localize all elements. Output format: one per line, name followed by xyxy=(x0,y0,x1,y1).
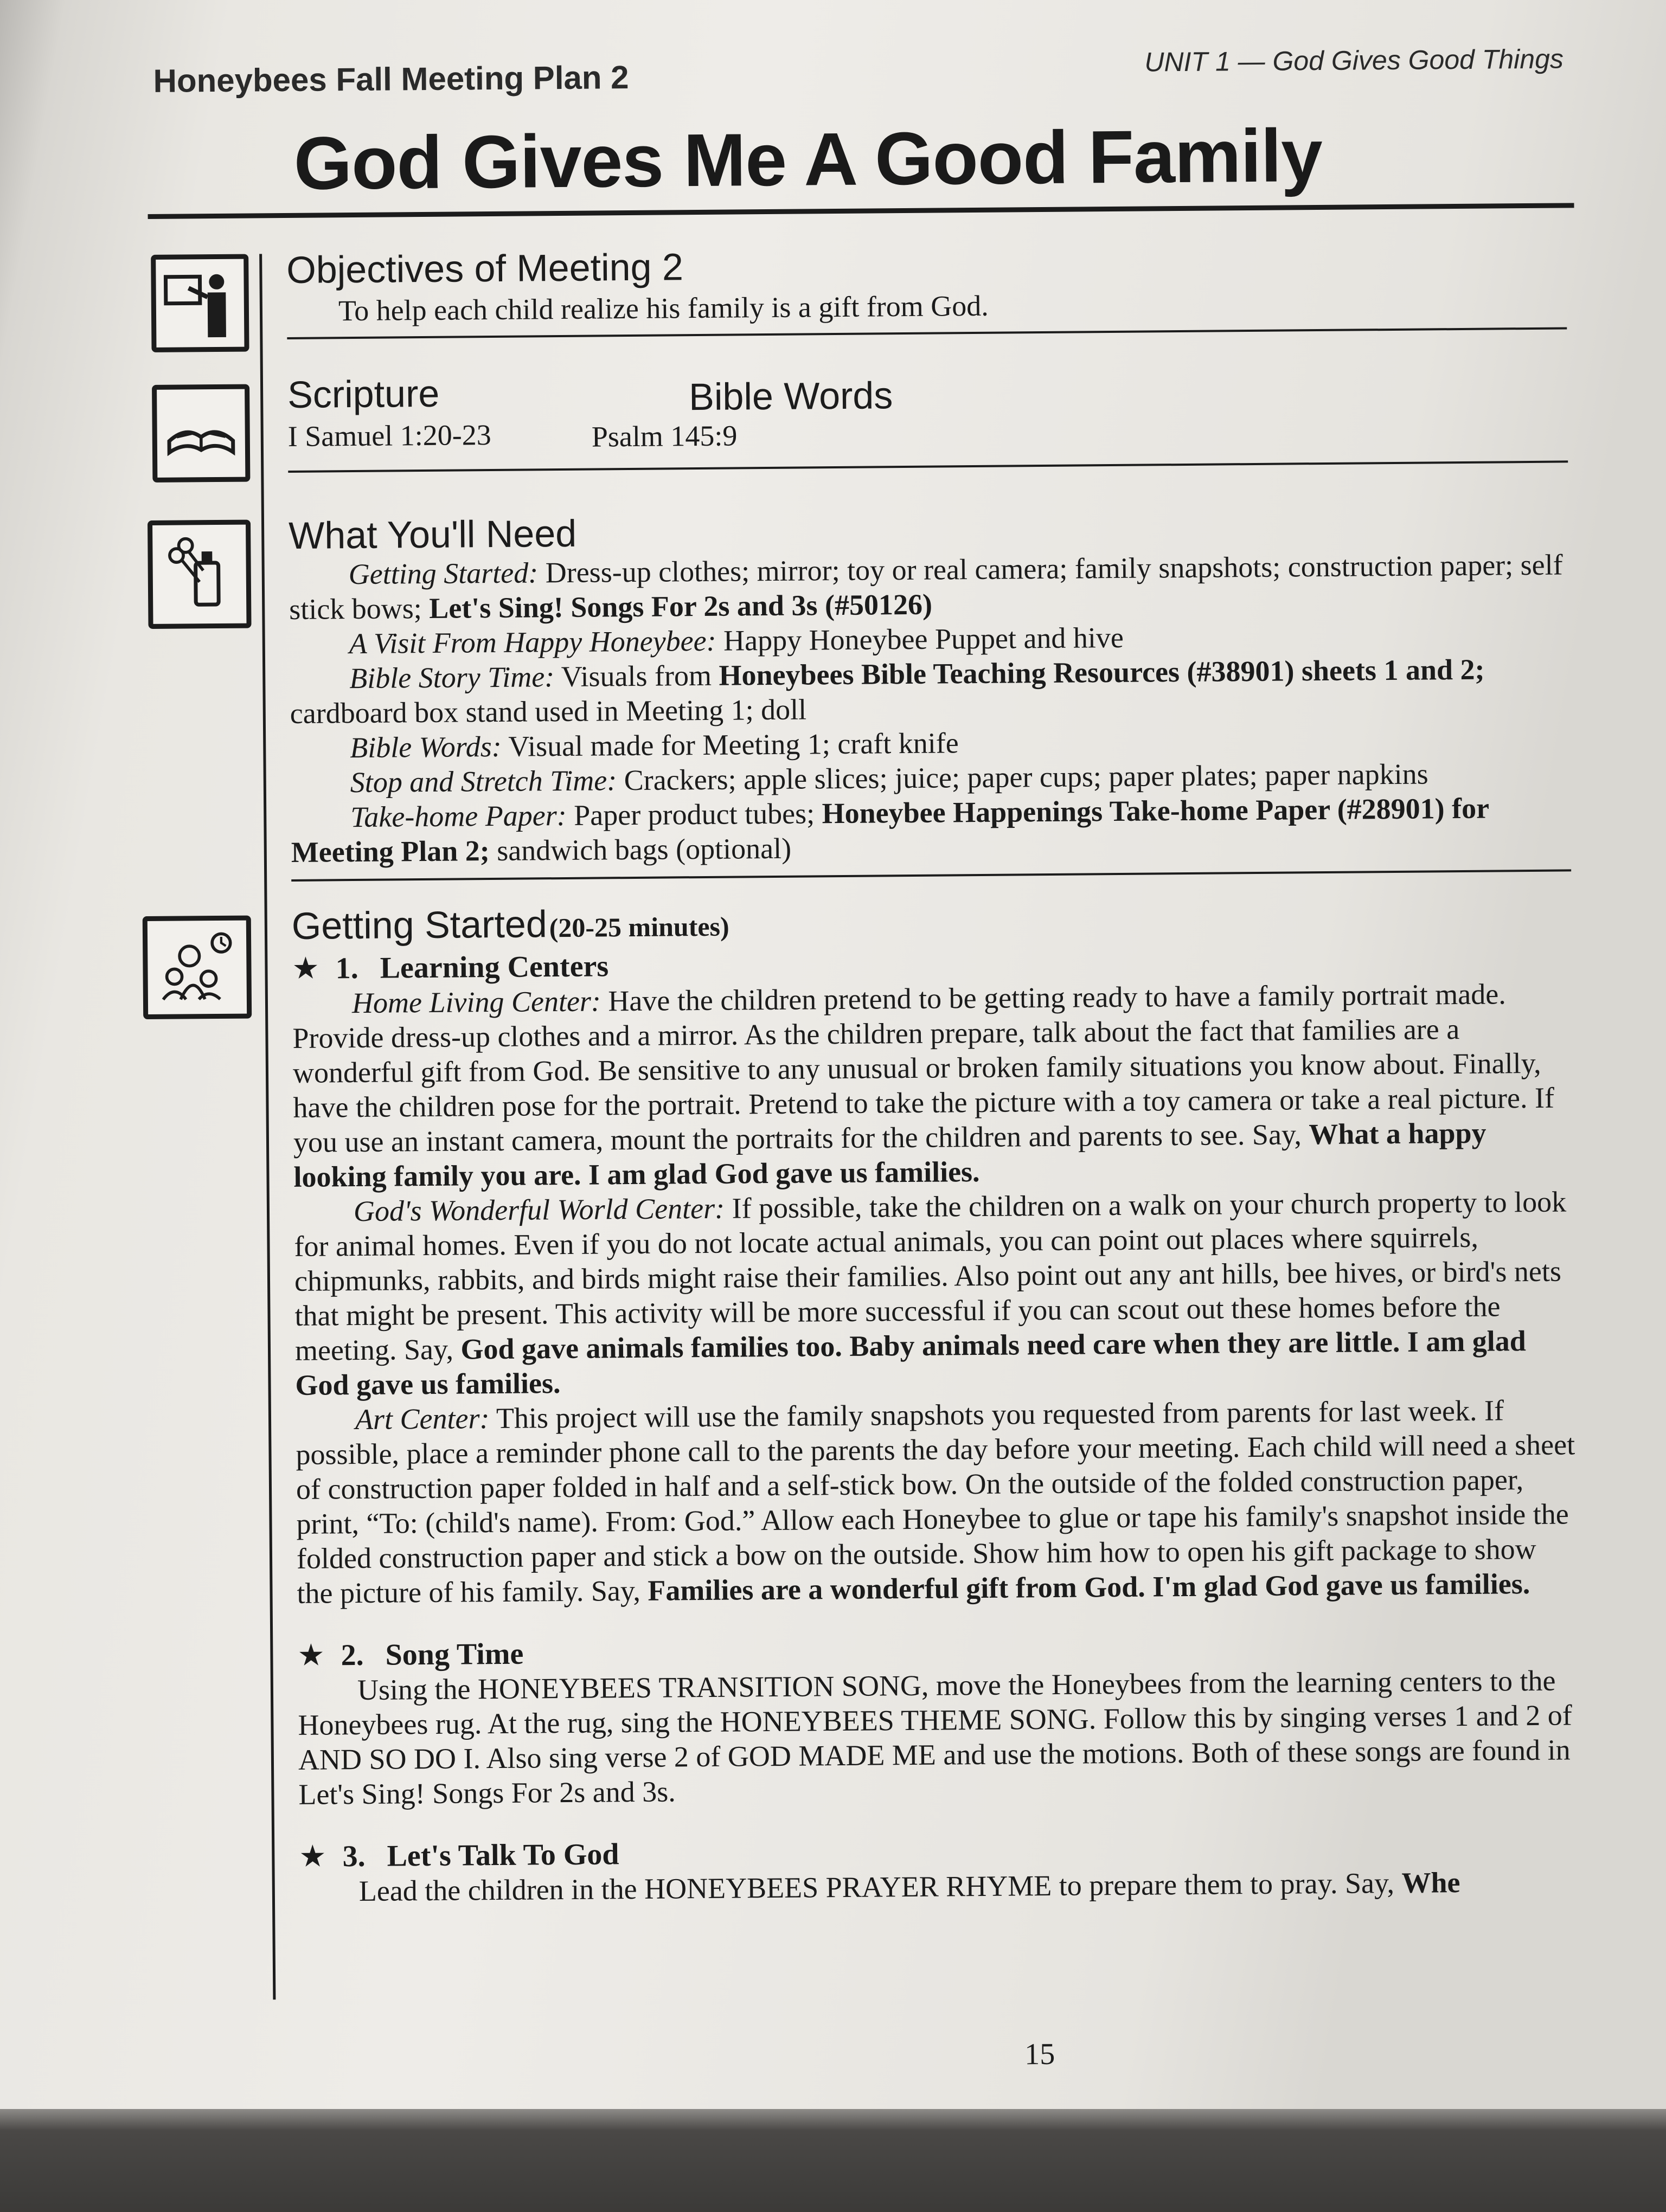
item-number: 2. xyxy=(341,1638,364,1673)
page-title: God Gives Me A Good Family xyxy=(293,113,1323,205)
open-bible-icon xyxy=(152,384,250,483)
needs-item-after: cardboard box stand used in Meeting 1; doll xyxy=(290,693,807,730)
needs-item-label: Take-home Paper: xyxy=(350,799,567,834)
home-living-center-paragraph xyxy=(292,976,1574,1194)
star-icon: ★ xyxy=(297,1637,325,1673)
page-number: 15 xyxy=(1024,2037,1055,2072)
children-clock-icon xyxy=(143,916,252,1020)
needs-item-label: Bible Words: xyxy=(350,730,502,764)
needs-item-text: Crackers; apple slices; juice; paper cups; paper plates; paper napkins xyxy=(617,757,1428,797)
left-margin-rule xyxy=(259,254,275,1999)
center-say-text: God gave animals families too. Baby animals need care when they are little. I am glad God gave us families. xyxy=(295,1324,1527,1401)
needs-item-resource: Honeybee Happenings Take-home Paper (#28901) for Meeting Plan 2; xyxy=(291,792,1489,869)
objectives-heading: Objectives of Meeting 2 xyxy=(286,246,684,291)
scripture-section xyxy=(287,363,1568,473)
center-text: If possible, take the children on a walk on your church property to look for animal homes. Even if you do not locate actual animals, you can point out places where squirrels, chipmunks, rabbits, and birds might raise their families. Also point out any ant hills, bee hives, or bird's nets that might be present. This activity will be more successful if you can scout out these homes before the meeting. Say, xyxy=(294,1185,1567,1367)
running-header xyxy=(146,26,1665,103)
needs-item-resource: Let's Sing! Songs For 2s and 3s (#50126) xyxy=(429,588,933,625)
teacher-pointing-icon xyxy=(151,254,249,352)
page-bottom-shadow xyxy=(0,2109,1666,2212)
page-content xyxy=(146,26,1665,2072)
getting-started-heading: Getting Started xyxy=(291,903,547,947)
center-label: God's Wonderful World Center: xyxy=(353,1192,725,1228)
needs-divider xyxy=(291,869,1571,882)
needs-item-text: Happy Honeybee Puppet and hive xyxy=(716,621,1124,657)
scripture-divider xyxy=(288,460,1568,473)
objectives-divider xyxy=(287,327,1567,339)
star-icon: ★ xyxy=(299,1838,326,1874)
needs-item-label: Stop and Stretch Time: xyxy=(350,764,617,799)
needs-item-text: Visual made for Meeting 1; craft knife xyxy=(501,726,959,763)
needs-item-text: Dress-up clothes; mirror; toy or real camera; family snapshots; construction paper; self stick bows; xyxy=(289,548,1563,626)
bible-words-reference: Psalm 145:9 xyxy=(591,419,738,453)
center-label: Home Living Center: xyxy=(351,985,601,1020)
paragraph-text: Lead the children in the HONEYBEES PRAYER RHYME to prepare them to pray. Say, xyxy=(358,1866,1402,1908)
star-icon: ★ xyxy=(292,950,319,986)
glue-scissors-icon xyxy=(148,520,252,629)
item-number: 3. xyxy=(342,1839,366,1874)
unit-title: UNIT 1 — God Gives Good Things xyxy=(1144,43,1564,78)
item-title: Learning Centers xyxy=(380,949,609,985)
needs-item-label: A Visit From Happy Honeybee: xyxy=(349,624,716,660)
needs-item-text: Visuals from xyxy=(554,659,719,693)
getting-started-duration: (20-25 minutes) xyxy=(549,911,729,943)
needs-item xyxy=(291,790,1571,870)
scripture-heading: Scripture xyxy=(287,372,440,416)
needs-item xyxy=(290,651,1570,731)
item-title: Let's Talk To God xyxy=(387,1837,619,1873)
center-say-text: Families are a wonderful gift from God. I'm glad God gave us families. xyxy=(648,1567,1530,1607)
wonderful-world-center-paragraph xyxy=(294,1184,1575,1403)
needs-item-text: Paper product tubes; xyxy=(566,797,822,832)
center-say-text: What a happy looking family you are. I am glad God gave us families. xyxy=(293,1116,1486,1193)
objectives-section xyxy=(286,238,1567,339)
needs-item-resource: Honeybees Bible Teaching Resources (#38901) sheets 1 and 2; xyxy=(719,653,1485,692)
needs-list xyxy=(289,547,1571,870)
center-text: This project will use the family snapshots you requested from parents for last week. If possible, place a reminder phone call to the parents the day before your meeting. Each child will need a sheet of construction paper folded in half and a self-stick bow. On the outside of the folded construction paper, print, “To: (child's name). From: God.” Allow each Honeybee to glue or tape his family's snapshot inside the folded construction paper and stick a bow on the outside. Show him how to open his gift package to show the picture of his family. Say, xyxy=(296,1394,1575,1610)
series-title: Honeybees Fall Meeting Plan 2 xyxy=(153,59,629,99)
bible-words-heading: Bible Words xyxy=(688,374,893,419)
needs-item-after: sandwich bags (optional) xyxy=(489,832,792,867)
objectives-text: To help each child realize his family is a gift from God. xyxy=(338,289,989,327)
needs-heading: What You'll Need xyxy=(288,512,577,557)
needs-item-label: Getting Started: xyxy=(348,556,539,591)
item-title: Song Time xyxy=(385,1637,524,1672)
paragraph-say-text: Whe xyxy=(1401,1866,1460,1899)
item-number: 1. xyxy=(335,951,358,986)
needs-section xyxy=(289,504,1571,882)
center-label: Art Center: xyxy=(355,1402,490,1436)
art-center-paragraph xyxy=(296,1392,1577,1611)
getting-started-section xyxy=(292,894,1579,1908)
needs-item-label: Bible Story Time: xyxy=(349,660,555,695)
scripture-reference: I Samuel 1:20-23 xyxy=(287,419,491,453)
song-time-paragraph: Using the HONEYBEES TRANSITION SONG, move the Honeybees from the learning centers to the Honeybees rug. At the rug, sing the HONEYBEES THEME SONG. Follow this by singing verses 1 and 2 of AND SO DO I. Also sing verse 2 of GOD MADE ME and use the motions. Both of these songs are found in Let's Sing! Songs For 2s and 3s. xyxy=(298,1664,1572,1811)
center-text: Have the children pretend to be getting ready to have a family portrait made. Provide dress-up clothes and a mirror. As the children prepare, talk about the fact that families are a wonderful gift from God. Be sensitive to any unusual or broken family situations you know about. Finally, have the children pose for the portrait. Pretend to take the picture with a toy camera or take a real picture. If you use an instant camera, mount the portraits for the children and parents to see. Say, xyxy=(292,978,1555,1159)
needs-item xyxy=(289,547,1569,627)
